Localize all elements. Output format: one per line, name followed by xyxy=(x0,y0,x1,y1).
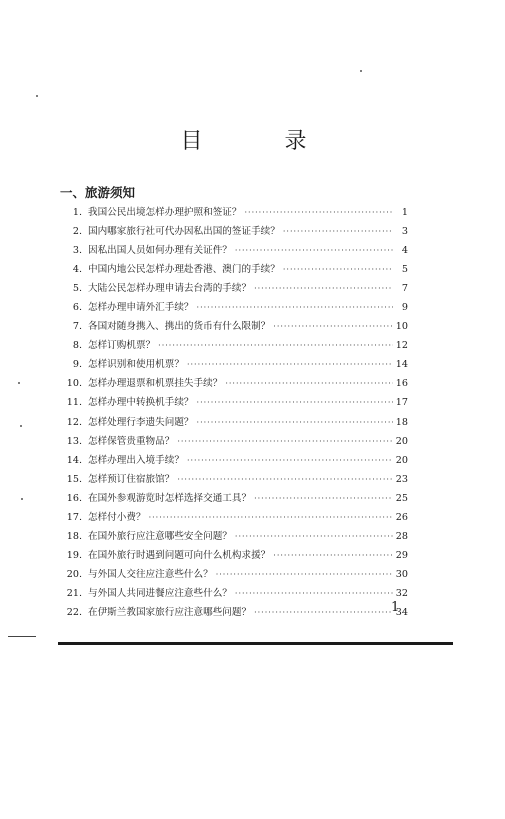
entry-title: 怎样保管贵重物品？ xyxy=(88,435,175,447)
dot-leader xyxy=(197,413,393,432)
toc-entry xyxy=(64,489,408,508)
toc-entry xyxy=(64,527,408,546)
entry-title: 各国对随身携入、携出的货币有什么限制？ xyxy=(88,321,271,333)
entry-page: 18 xyxy=(395,416,408,428)
dot-leader xyxy=(254,489,393,508)
toc-entry xyxy=(64,603,408,622)
entry-number: 7. xyxy=(72,321,82,333)
scan-speck xyxy=(18,382,20,384)
toc-entry xyxy=(64,546,408,565)
entry-title: 在国外参观游览时怎样选择交通工具？ xyxy=(88,492,252,504)
entry-title: 我国公民出境怎样办理护照和签证？ xyxy=(88,207,242,218)
footer-rule xyxy=(58,642,453,645)
entry-page: 29 xyxy=(395,549,408,561)
scan-speck xyxy=(360,70,362,72)
entry-page: 23 xyxy=(395,473,408,485)
entry-title: 怎样识别和使用机票？ xyxy=(88,359,184,371)
entry-page: 7 xyxy=(401,283,408,295)
entry-number: 15. xyxy=(66,473,82,485)
scan-speck xyxy=(21,498,23,500)
entry-page: 20 xyxy=(395,454,408,466)
entry-number: 13. xyxy=(66,435,82,447)
entry-number: 4. xyxy=(72,264,82,276)
toc-entry xyxy=(64,336,408,355)
section-heading: 一、旅游须知 xyxy=(60,185,136,200)
dot-leader xyxy=(187,355,393,374)
table-of-contents xyxy=(64,203,408,622)
dot-leader xyxy=(197,298,393,317)
entry-title: 怎样办理申请外汇手续？ xyxy=(88,302,194,314)
entry-number: 1. xyxy=(72,207,82,218)
dot-leader xyxy=(235,527,393,546)
page-number: 1 xyxy=(391,600,400,615)
entry-page: 25 xyxy=(395,492,408,504)
entry-number: 20. xyxy=(66,568,82,580)
entry-page: 30 xyxy=(395,568,408,580)
dot-leader xyxy=(283,222,393,241)
toc-entry xyxy=(64,508,408,527)
dot-leader xyxy=(197,393,393,412)
entry-number: 16. xyxy=(66,492,82,504)
toc-entry xyxy=(64,451,408,470)
entry-number: 18. xyxy=(66,530,82,542)
entry-number: 19. xyxy=(66,549,82,561)
dot-leader xyxy=(283,260,393,279)
dot-leader xyxy=(177,470,392,489)
toc-entry xyxy=(64,203,408,222)
entry-number: 14. xyxy=(66,454,82,466)
entry-page: 1 xyxy=(401,207,408,218)
entry-title: 怎样处理行李遗失问题？ xyxy=(88,416,194,428)
entry-page: 26 xyxy=(395,511,408,523)
entry-number: 12. xyxy=(66,416,82,428)
entry-title: 大陆公民怎样办理申请去台湾的手续？ xyxy=(88,283,252,295)
entry-title: 怎样办理中转换机手续？ xyxy=(88,397,194,409)
toc-entry xyxy=(64,393,408,412)
entry-page: 28 xyxy=(395,530,408,542)
entry-title: 怎样办理出入境手续？ xyxy=(88,454,184,466)
entry-page: 10 xyxy=(395,321,408,333)
dot-leader xyxy=(235,241,393,260)
entry-number: 6. xyxy=(72,302,82,314)
dot-leader xyxy=(254,603,393,622)
entry-page: 20 xyxy=(395,435,408,447)
entry-number: 9. xyxy=(72,359,82,371)
entry-page: 14 xyxy=(395,359,408,371)
entry-number: 8. xyxy=(72,340,82,352)
entry-number: 5. xyxy=(72,283,82,295)
entry-title: 怎样办理退票和机票挂失手续？ xyxy=(88,378,223,390)
entry-title: 怎样预订住宿旅馆？ xyxy=(88,473,175,485)
entry-title: 在国外旅行时遇到问题可向什么机构求援？ xyxy=(88,549,271,561)
toc-entry xyxy=(64,470,408,489)
entry-page: 3 xyxy=(401,226,408,238)
entry-title: 在伊斯兰教国家旅行应注意哪些问题？ xyxy=(88,606,252,618)
toc-entry xyxy=(64,279,408,298)
dot-leader xyxy=(254,279,393,298)
entry-number: 22. xyxy=(66,606,82,618)
scan-speck xyxy=(36,95,38,97)
toc-entry xyxy=(64,374,408,393)
toc-entry xyxy=(64,565,408,584)
entry-page: 5 xyxy=(401,264,408,276)
entry-page: 4 xyxy=(401,245,408,257)
entry-title: 国内哪家旅行社可代办因私出国的签证手续？ xyxy=(88,226,280,238)
toc-entry xyxy=(64,222,408,241)
dot-leader xyxy=(177,432,392,451)
entry-page: 12 xyxy=(395,340,408,352)
entry-title: 中国内地公民怎样办理赴香港、澳门的手续？ xyxy=(88,264,280,276)
entry-title: 因私出国人员如何办理有关证件？ xyxy=(88,245,232,257)
entry-title: 怎样订购机票？ xyxy=(88,340,156,352)
entry-page: 32 xyxy=(395,587,408,599)
toc-entry xyxy=(64,355,408,374)
toc-entry xyxy=(64,584,408,603)
margin-mark xyxy=(8,636,36,637)
dot-leader xyxy=(225,374,392,393)
dot-leader xyxy=(273,317,393,336)
entry-title: 在国外旅行应注意哪些安全问题？ xyxy=(88,530,232,542)
dot-leader xyxy=(158,336,393,355)
entry-page: 34 xyxy=(395,606,408,618)
entry-number: 17. xyxy=(66,511,82,523)
dot-leader xyxy=(187,451,393,470)
dot-leader xyxy=(216,565,393,584)
toc-entry xyxy=(64,317,408,336)
entry-title: 与外国人交往应注意些什么？ xyxy=(88,568,213,580)
dot-leader xyxy=(273,546,393,565)
page-title: 目 录 xyxy=(180,129,337,154)
toc-entry xyxy=(64,241,408,260)
entry-title: 怎样付小费？ xyxy=(88,511,146,523)
entry-number: 3. xyxy=(72,245,82,257)
toc-entry xyxy=(64,413,408,432)
dot-leader xyxy=(245,203,394,222)
scan-speck xyxy=(20,425,22,427)
entry-number: 11. xyxy=(66,397,82,409)
entry-page: 16 xyxy=(395,378,408,390)
entry-title: 与外国人共同进餐应注意些什么？ xyxy=(88,587,232,599)
entry-number: 2. xyxy=(72,226,82,238)
dot-leader xyxy=(149,508,393,527)
toc-entry xyxy=(64,298,408,317)
dot-leader xyxy=(235,584,393,603)
entry-number: 21. xyxy=(66,587,82,599)
entry-page: 17 xyxy=(395,397,408,409)
entry-number: 10. xyxy=(66,378,82,390)
entry-page: 9 xyxy=(401,302,408,314)
toc-entry xyxy=(64,260,408,279)
toc-entry xyxy=(64,432,408,451)
